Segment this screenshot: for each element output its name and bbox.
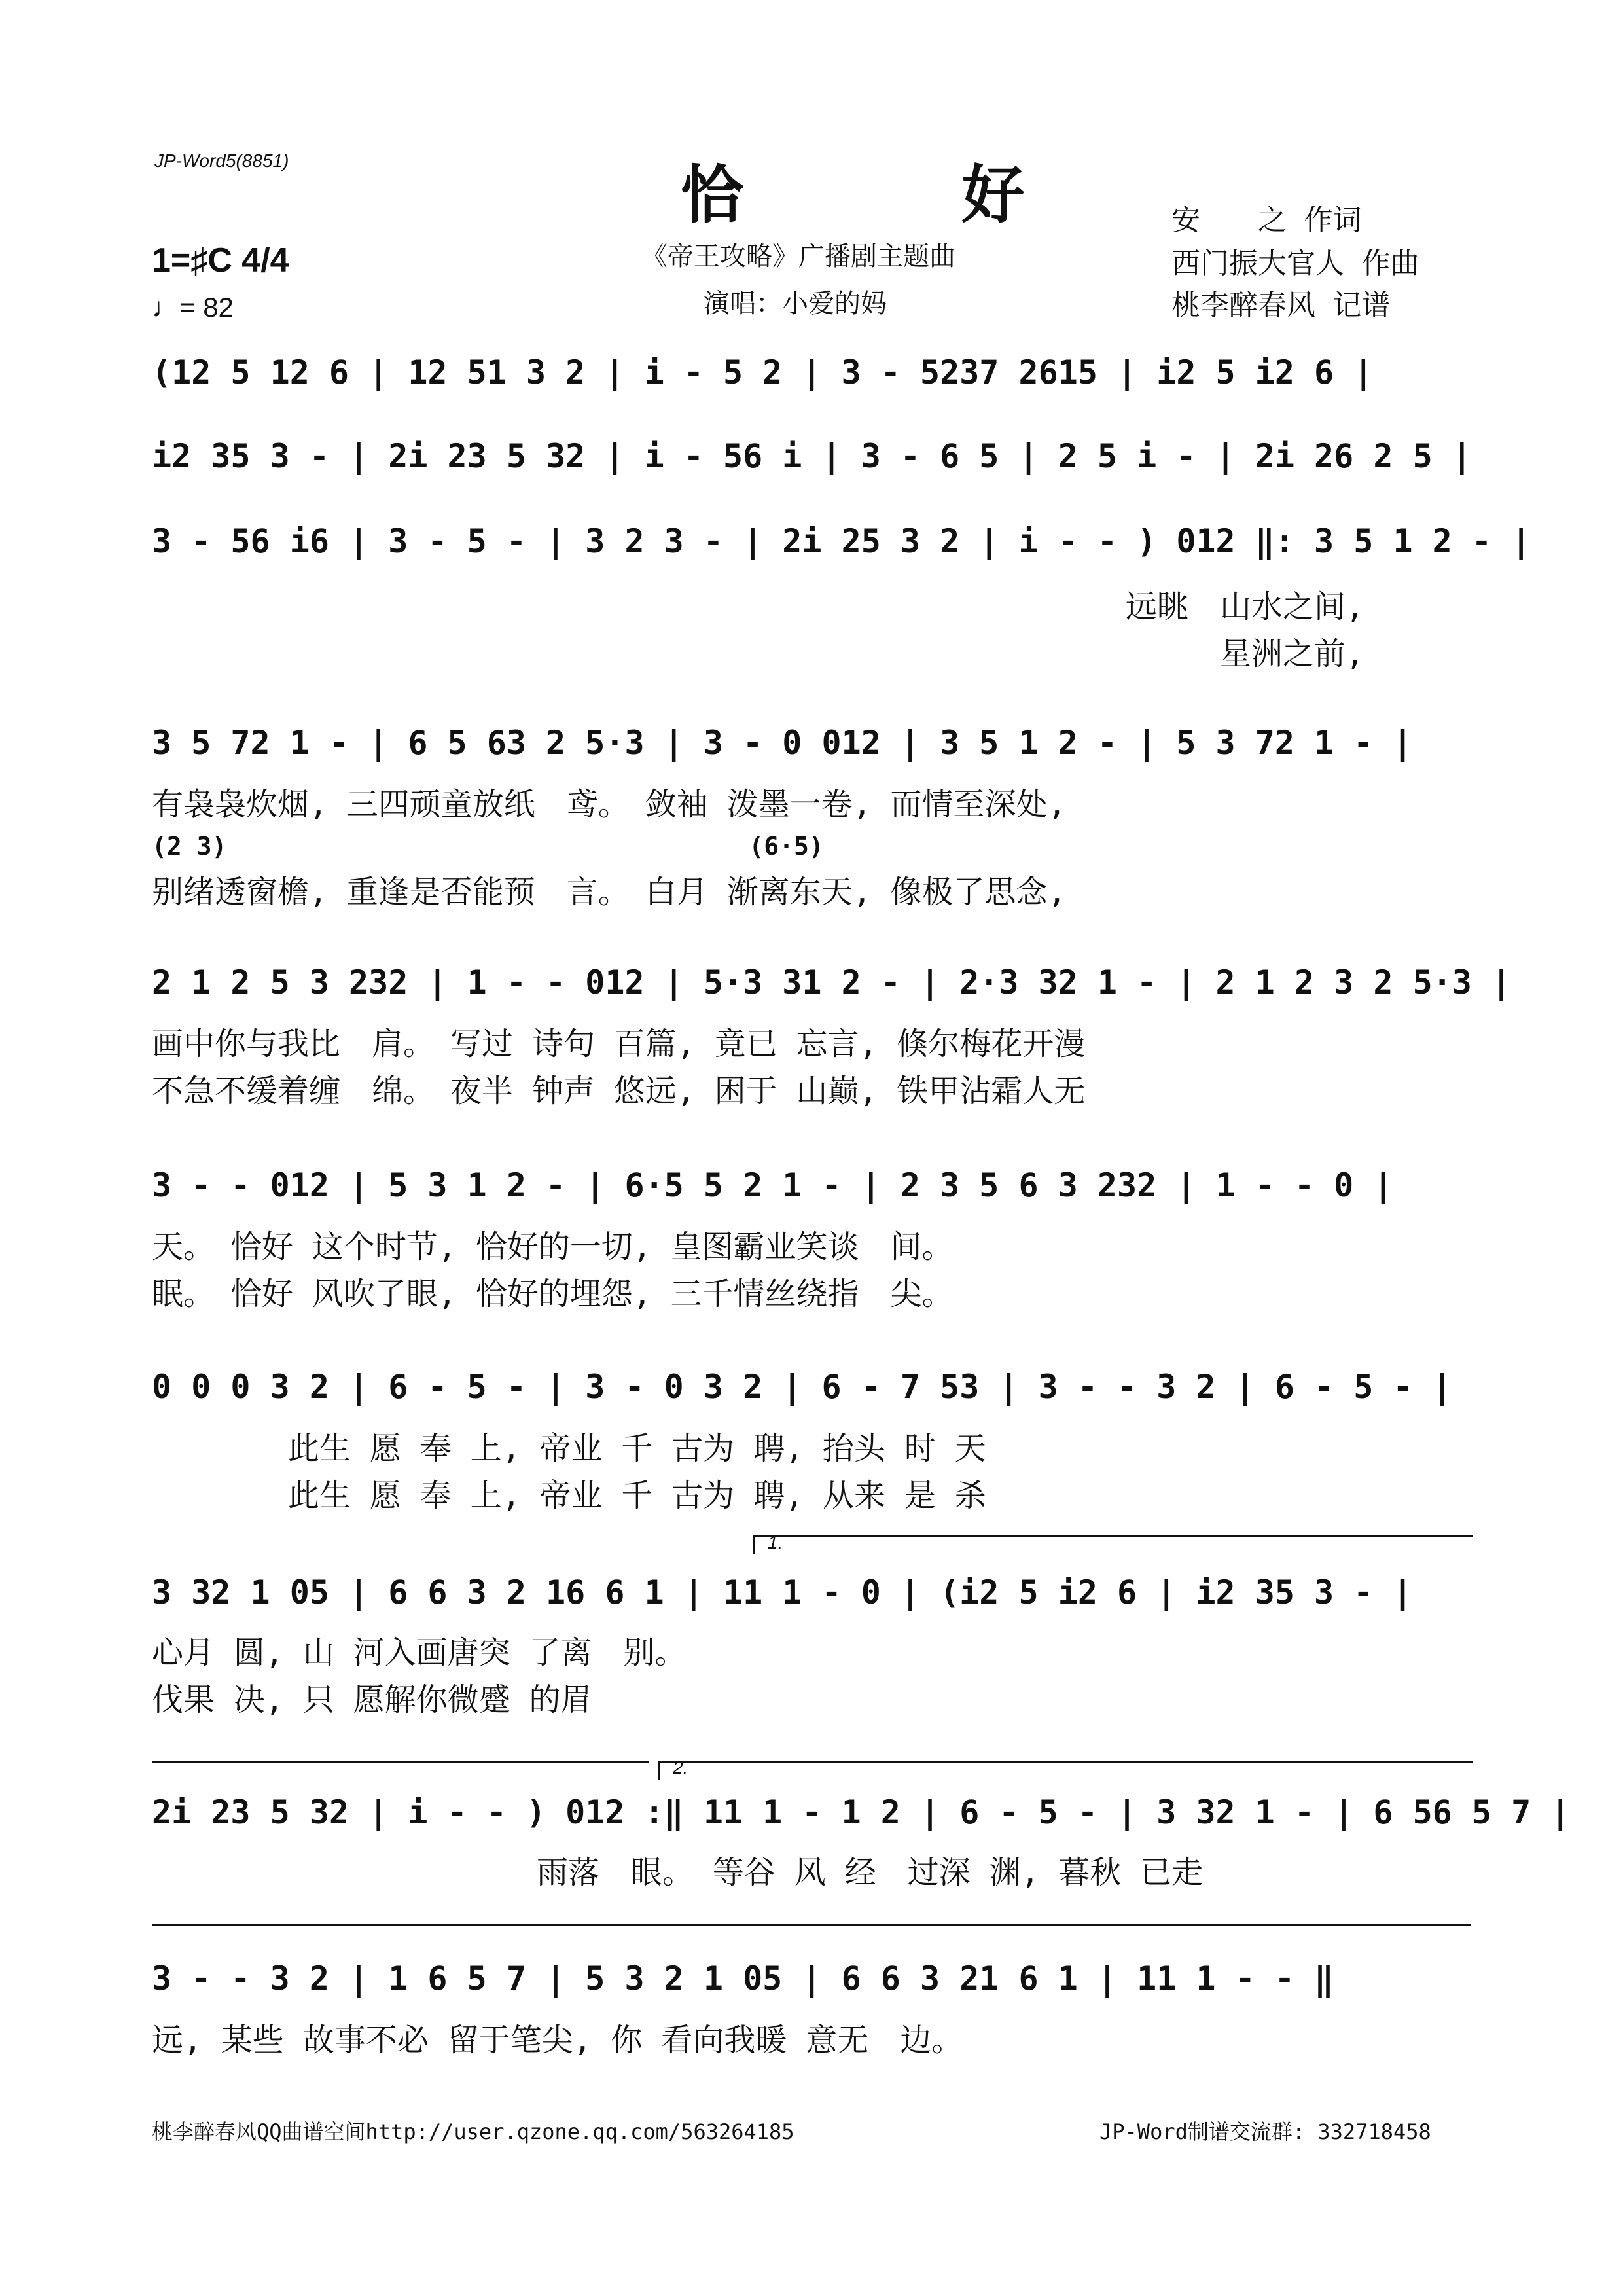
score-line-10: 3 - - 3 2 | 1 6 5 7 | 5 3 2 1 05 | 6 6 3 21 6 1 | 11 1 - - ‖ — [152, 1960, 1334, 1998]
second-ending-bracket — [658, 1757, 1473, 1780]
key-signature: 1=♯C 4/4 — [152, 242, 289, 279]
alternate-notes: (2 3) (6·5) — [152, 832, 824, 861]
lyric-line: 别绪透窗檐, 重逢是否能预 言。 白月 渐离东天, 像极了思念, — [152, 874, 1067, 910]
footer-qzone-link[interactable]: 桃李醉春风QQ曲谱空间http://user.qzone.qq.com/563264185 — [152, 2119, 794, 2144]
transcriber-credit: 桃李醉春风 记谱 — [1171, 289, 1391, 322]
ending-rule — [152, 1761, 649, 1763]
lyric-line: 此生 愿 奉 上, 帝业 千 古为 聘, 从来 是 杀 — [288, 1477, 986, 1514]
score-line-7: 0 0 0 3 2 | 6 - 5 - | 3 - 0 3 2 | 6 - 7 53 | 3 - - 3 2 | 6 - 5 - | — [152, 1368, 1452, 1406]
singer-credit: 演唱：小爱的妈 — [704, 289, 887, 319]
song-title: 恰 好 — [681, 158, 1123, 232]
score-line-5: 2 1 2 5 3 232 | 1 - - 012 | 5·3 31 2 - | 2·3 32 1 - | 2 1 2 3 2 5·3 | — [152, 963, 1512, 1001]
source-label: JP-Word5(8851) — [154, 151, 289, 171]
lyric-line: 远, 某些 故事不必 留于笔尖, 你 看向我暖 意无 边。 — [152, 2022, 963, 2058]
lyric-line: 远眺 山水之间, — [1126, 588, 1364, 625]
score-line-9: 2i 23 5 32 | i - - ) 012 :‖ 11 1 - 1 2 | 6 - 5 - | 3 32 1 - | 6 56 5 7 | — [152, 1793, 1571, 1831]
score-line-8: 3 32 1 05 | 6 6 3 2 16 6 1 | 11 1 - 0 | (i2 5 i2 6 | i2 35 3 - | — [152, 1573, 1413, 1611]
score-line-6: 3 - - 012 | 5 3 1 2 - | 6·5 5 2 1 - | 2 3 5 6 3 232 | 1 - - 0 | — [152, 1166, 1393, 1204]
lyric-line: 星洲之前, — [1126, 636, 1364, 672]
score-line-1: (12 5 12 6 | 12 51 3 2 | i - 5 2 | 3 - 5237 2615 | i2 5 i2 6 | — [152, 353, 1374, 391]
composer-credit: 西门振大官人 作曲 — [1171, 247, 1419, 280]
first-ending-bracket — [753, 1532, 1473, 1554]
tempo-marking: ♩= 82 — [152, 292, 234, 323]
score-line-2: i2 35 3 - | 2i 23 5 32 | i - 56 i | 3 - 6 5 | 2 5 i - | 2i 26 2 5 | — [152, 437, 1472, 475]
score-line-4: 3 5 72 1 - | 6 5 63 2 5·3 | 3 - 0 012 | 3 5 1 2 - | 5 3 72 1 - | — [152, 724, 1413, 762]
footer-group-info: JP-Word制谱交流群: 332718458 — [1099, 2119, 1431, 2144]
lyric-line: 心月 圆, 山 河入画唐突 了离 别。 — [152, 1634, 687, 1671]
slur-rule — [152, 1924, 1471, 1926]
first-ending-label: 1. — [768, 1532, 783, 1552]
second-ending-label: 2. — [673, 1757, 688, 1778]
song-subtitle: 《帝王攻略》广播剧主题曲 — [641, 242, 955, 272]
lyric-line: 有袅袅炊烟, 三四顽童放纸 鸢。 敛袖 泼墨一卷, 而情至深处, — [152, 786, 1067, 823]
score-line-3: 3 - 56 i6 | 3 - 5 - | 3 2 3 - | 2i 25 3 2 | i - - ) 012 ‖: 3 5 1 2 - | — [152, 522, 1531, 560]
lyric-line: 此生 愿 奉 上, 帝业 千 古为 聘, 抬头 时 天 — [288, 1430, 986, 1467]
lyric-line: 不急不缓着缠 绵。 夜半 钟声 悠远, 困于 山巅, 铁甲沾霜人无 — [152, 1073, 1086, 1109]
lyric-line: 画中你与我比 肩。 写过 诗句 百篇, 竟已 忘言, 倏尔梅花开漫 — [152, 1026, 1086, 1062]
lyricist-credit: 安 之 作词 — [1171, 204, 1362, 237]
lyric-line: 雨落 眼。 等谷 风 经 过深 渊, 暮秋 已走 — [537, 1854, 1204, 1891]
lyric-line: 天。 恰好 这个时节, 恰好的一切, 皇图霸业笑谈 间。 — [152, 1229, 954, 1265]
lyric-line: 伐果 决, 只 愿解你微蹙 的眉 — [152, 1681, 592, 1718]
lyric-line: 眠。 恰好 风吹了眼, 恰好的埋怨, 三千情丝绕指 尖。 — [152, 1276, 954, 1312]
